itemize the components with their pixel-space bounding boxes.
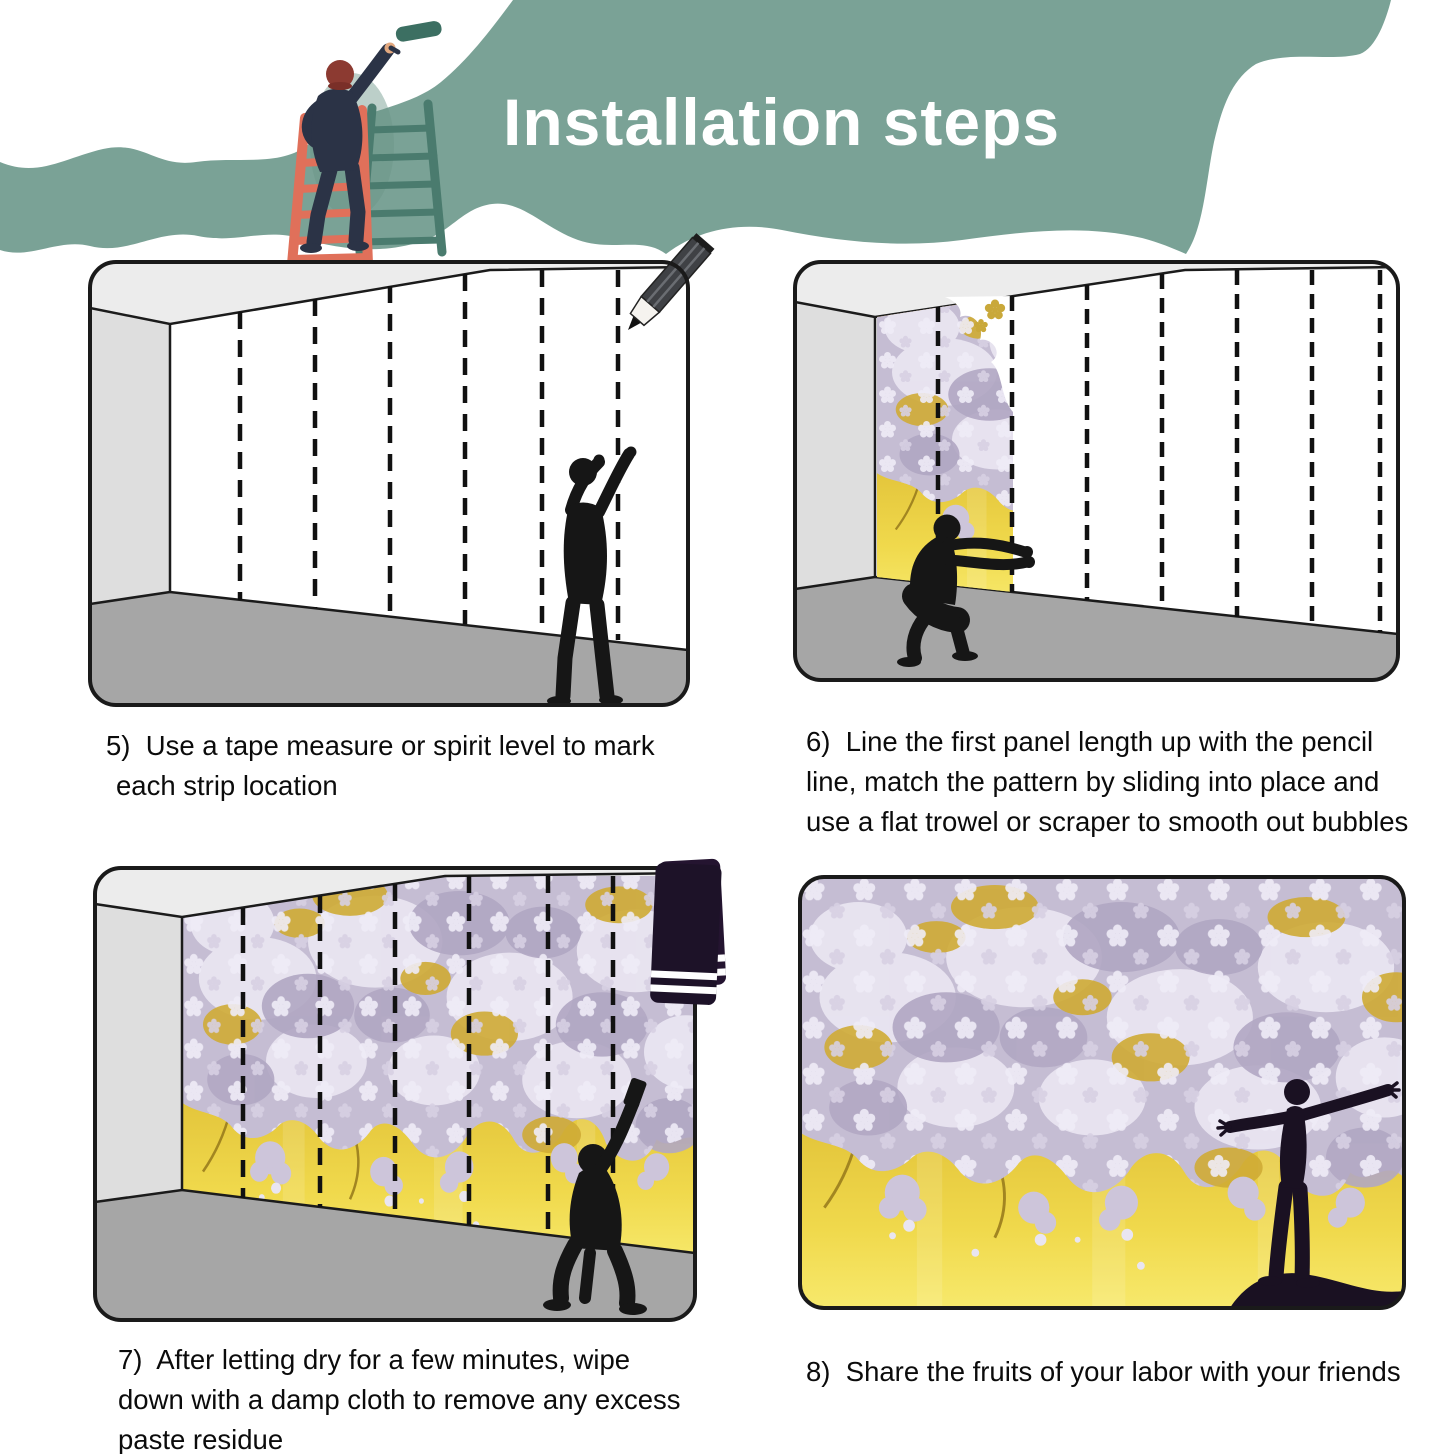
step7-illustration <box>95 859 728 1320</box>
caption-line: 7) After letting dry for a few minutes, wipe <box>118 1344 631 1375</box>
page-title: Installation steps <box>503 85 1061 159</box>
paint-roller-icon <box>391 20 443 58</box>
step5-illustration <box>90 233 714 706</box>
caption-line: each strip location <box>116 770 338 801</box>
step8-illustration <box>800 877 1433 1308</box>
caption-line: 6) Line the first panel length up with the pencil <box>806 726 1374 757</box>
step5-caption <box>106 726 655 806</box>
step7-caption <box>118 1340 681 1454</box>
step6-illustration <box>795 262 1398 680</box>
finished-mural <box>800 877 1433 1308</box>
step8-caption <box>806 1352 1401 1392</box>
step6-caption <box>806 722 1408 842</box>
caption-line: down with a damp cloth to remove any excess <box>118 1384 681 1415</box>
towel-icon <box>650 859 727 1006</box>
caption-line: paste residue <box>118 1424 284 1454</box>
caption-line: 5) Use a tape measure or spirit level to mark <box>106 730 655 761</box>
caption-line: line, match the pattern by sliding into place and <box>806 766 1380 797</box>
caption-line: use a flat trowel or scraper to smooth out bubbles <box>806 806 1409 837</box>
caption-line: 8) Share the fruits of your labor with your friends <box>806 1356 1401 1387</box>
